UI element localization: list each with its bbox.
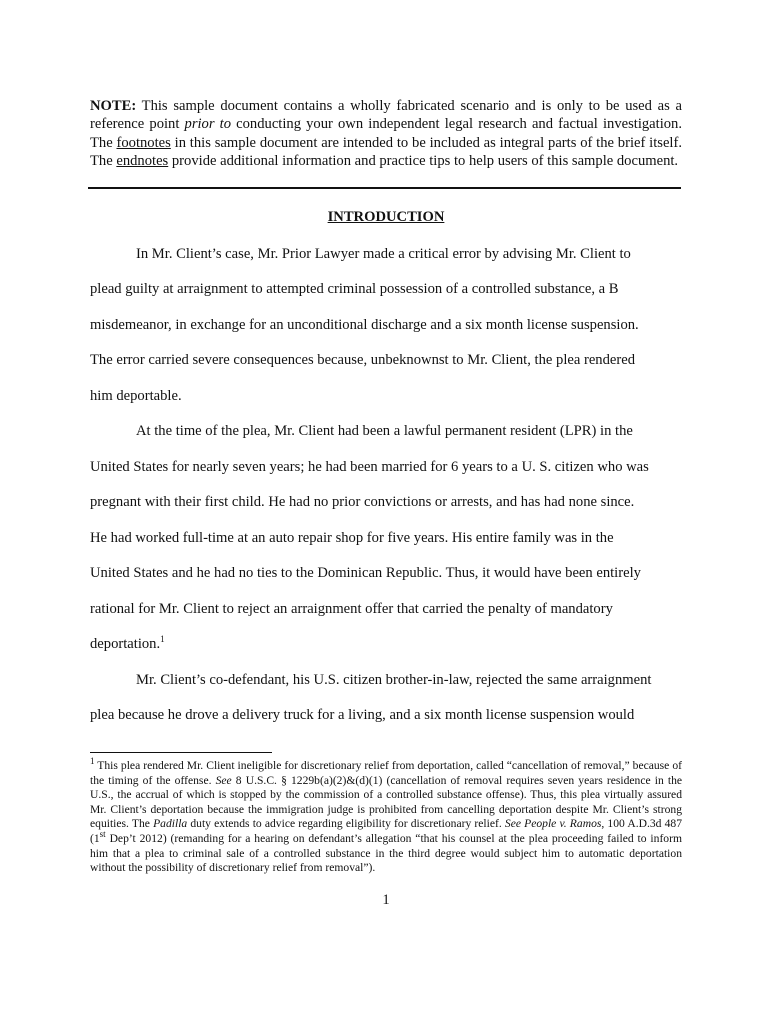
note-label: NOTE:: [90, 98, 137, 114]
footnote-number: 1: [90, 756, 95, 767]
footnote-separator: [90, 752, 272, 753]
sample-note: NOTE: This sample document contains a wholly fabricated scenario and is only to be used as a reference point prior to conducting your own independent legal research and factual investigation. The footnotes in this sample document are intended to be included as integral parts of the brief itself. The endnotes provide additional information and practice tips to help users of this sample document.: [90, 98, 683, 170]
section-heading: INTRODUCTION: [327, 209, 445, 225]
body-line: At the time of the plea, Mr. Client had been a lawful permanent resident (LPR) in the: [136, 423, 633, 439]
body-line: plea because he drove a delivery truck for a living, and a six month license suspension would: [90, 707, 635, 723]
body-line: rational for Mr. Client to reject an arraignment offer that carried the penalty of mandatory: [90, 601, 613, 617]
body-line: The error carried severe consequences because, unbeknownst to Mr. Client, the plea rendered: [90, 352, 636, 368]
footnotes-word: footnotes: [116, 134, 171, 151]
body-line: misdemeanor, in exchange for an unconditional discharge and a six month license suspension.: [90, 317, 639, 333]
body-line: Mr. Client’s co-defendant, his U.S. citizen brother-in-law, rejected the same arraignment: [136, 672, 652, 688]
body-line: him deportable.: [90, 388, 182, 404]
body-line: United States for nearly seven years; he had been married for 6 years to a U. S. citizen who was: [90, 459, 649, 475]
endnotes-word: endnotes: [116, 153, 169, 170]
body-line: United States and he had no ties to the Dominican Republic. Thus, it would have been entirely: [90, 565, 641, 581]
footnote: $^1$ This plea rendered Mr. Client ineligible for discretionary relief from deportation, called “cancellation of removal,” because of the timing of the offense. See 8 U.S.C. § 1229b(a)(2)&(d)(1) (cancellation of removal requires seven years residence in the U.S., the accrual of which is stopped by the commission of a controlled substance offense). Thus, this plea virtually assured Mr. Client’s deportation because the immigration judge is prohibited from cancelling deportation despite Mr. Client’s strong equities. The Padilla duty extends to advice regarding eligibility for discretionary relief. See People v. Ramos, 100 A.D.3d 487 (1st Dep’t 2012) (remanding for a hearing on defendant’s allegation “that his counsel at the plea proceeding failed to inform him that a plea to criminal sale of a controlled substance in the third degree would subject him to automatic deportation without the possibility of discretionary relief from removal”).: [90, 756, 683, 875]
body-line: pregnant with their first child. He had no prior convictions or arrests, and has had none since.: [90, 494, 635, 510]
body-line: In Mr. Client’s case, Mr. Prior Lawyer made a critical error by advising Mr. Client to: [136, 246, 631, 262]
page-number: 1: [382, 892, 390, 908]
note-emphasis: prior to: [184, 116, 232, 133]
body-line: deportation.$^1$: [90, 634, 165, 652]
citation-signal: See: [215, 773, 232, 787]
footnote-reference[interactable]: 1: [160, 634, 165, 645]
ordinal-suffix: st: [99, 829, 106, 840]
note-divider: [88, 187, 681, 189]
body-line: plead guilty at arraignment to attempted criminal possession of a controlled substance, a B: [90, 281, 619, 297]
case-citation: See People v. Ramos: [504, 817, 602, 831]
body-line: He had worked full-time at an auto repair shop for five years. His entire family was in the: [90, 530, 614, 546]
case-name: Padilla: [153, 817, 188, 831]
